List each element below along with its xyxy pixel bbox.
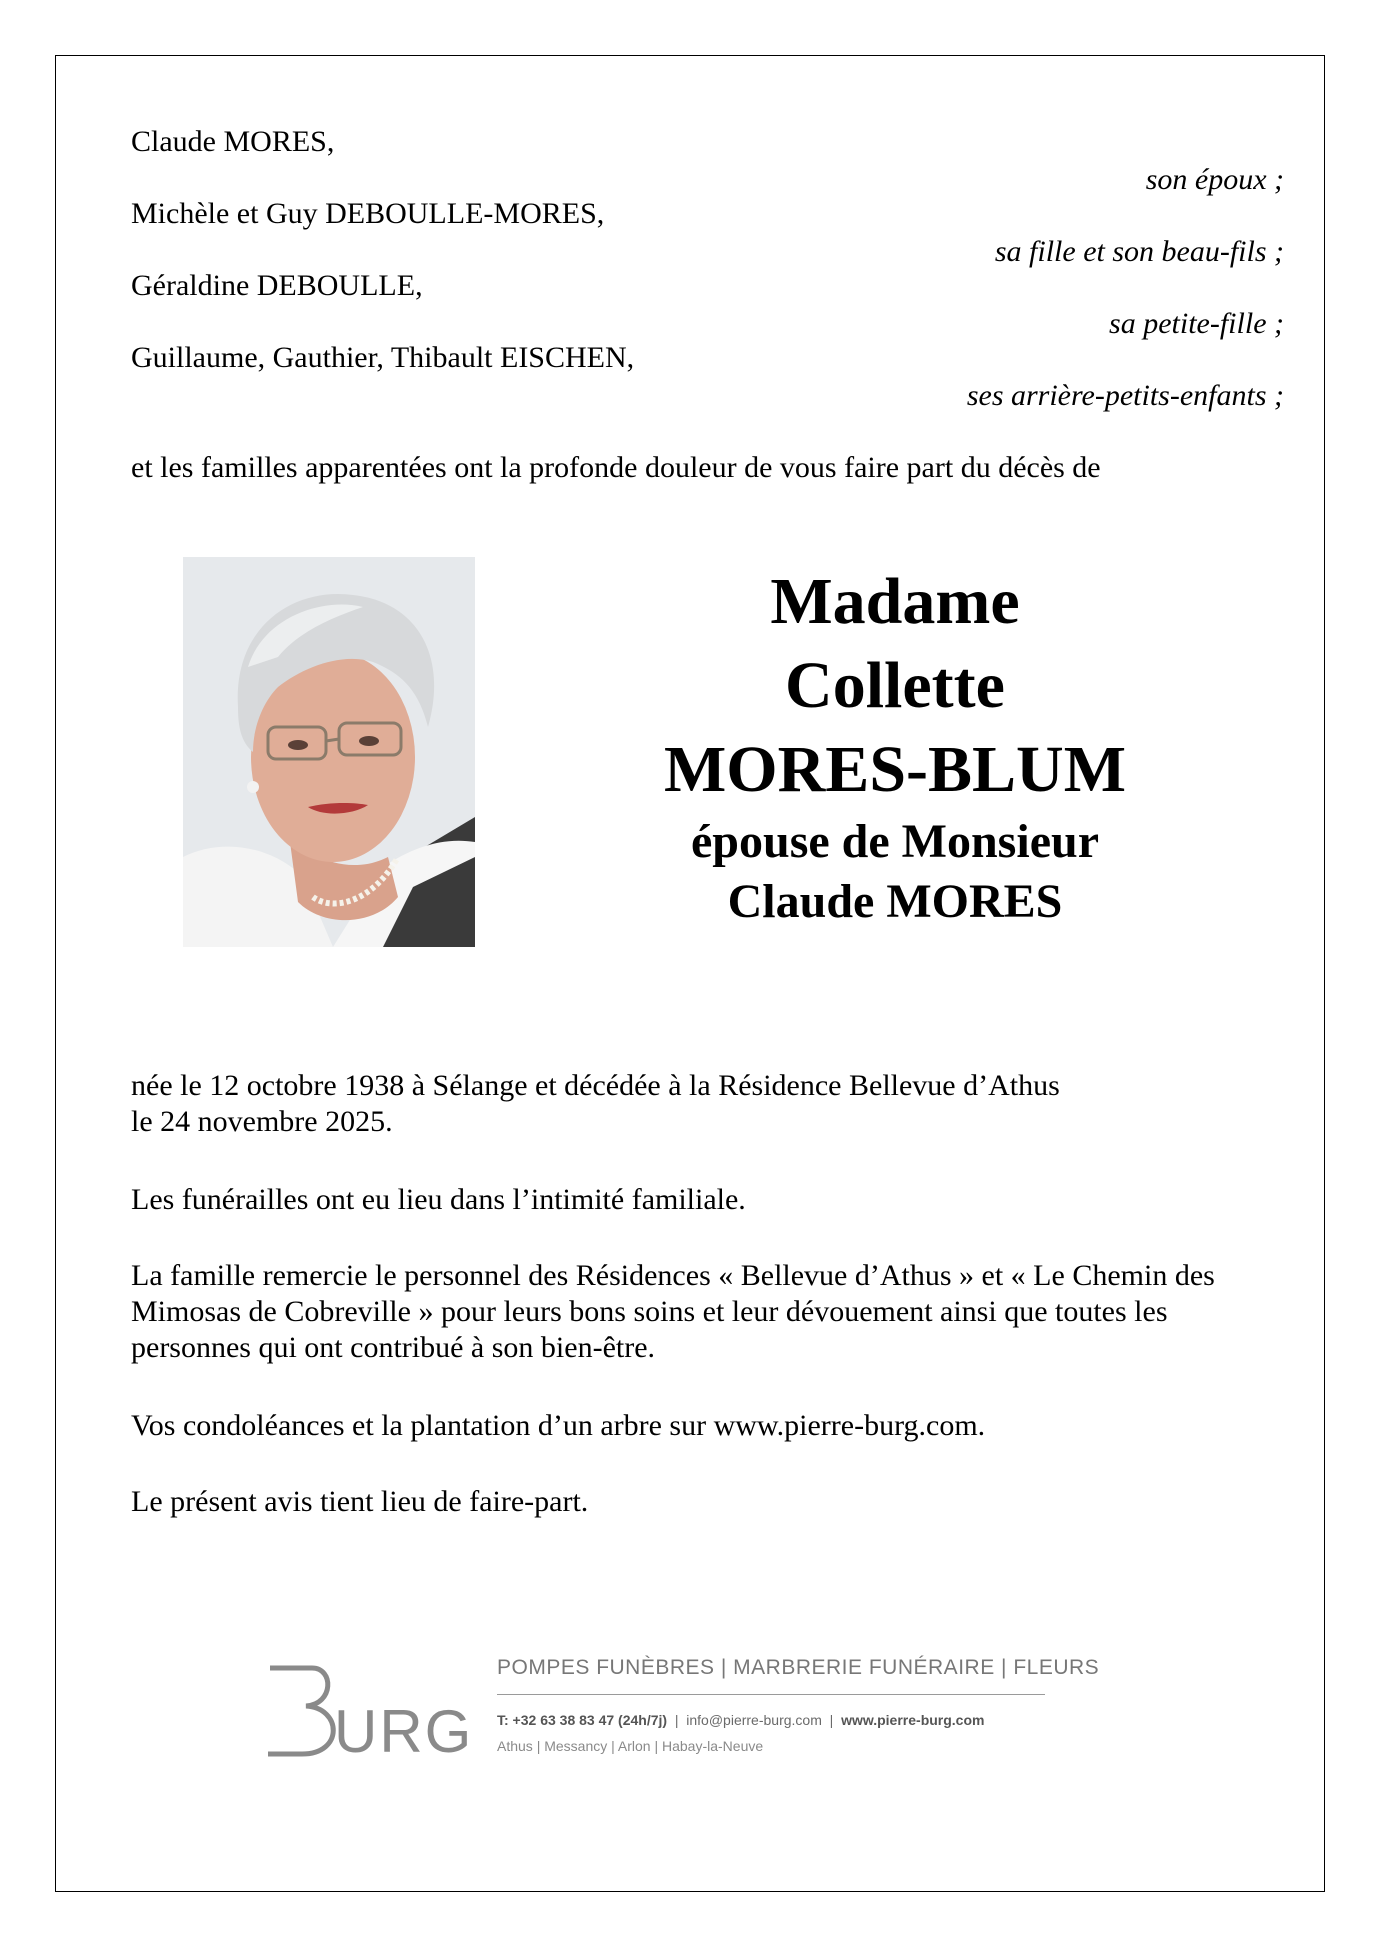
- family-role-1: son époux ;: [1145, 163, 1284, 196]
- footer-divider: [497, 1694, 1045, 1695]
- intro-text: et les familles apparentées ont la profonde douleur de vous faire part du décès de: [131, 451, 1101, 484]
- family-name-2: Michèle et Guy DEBOULLE-MORES,: [131, 197, 605, 230]
- thanks-line-2: Mimosas de Cobreville » pour leurs bons soins et leur dévouement ainsi que toutes les: [131, 1295, 1168, 1328]
- notice-text: Le présent avis tient lieu de faire-part.: [131, 1485, 589, 1518]
- family-role-2: sa fille et son beau-fils ;: [994, 235, 1284, 268]
- family-role-3: sa petite-fille ;: [1109, 307, 1284, 340]
- family-name-1: Claude MORES,: [131, 125, 335, 158]
- family-name-4: Guillaume, Gauthier, Thibault EISCHEN,: [131, 341, 635, 374]
- spouse-line-1: épouse de Monsieur: [691, 815, 1099, 868]
- family-role-4: ses arrière-petits-enfants ;: [966, 379, 1284, 412]
- footer-contact-line: T: +32 63 38 83 47 (24h/7j) | info@pierre-burg.com | www.pierre-burg.com: [497, 1712, 985, 1728]
- condolences-text: Vos condoléances et la plantation d’un arbre sur www.pierre-burg.com.: [131, 1409, 986, 1442]
- svg-text:URG: URG: [334, 1698, 474, 1765]
- footer-towns: Athus | Messancy | Arlon | Habay-la-Neuve: [497, 1738, 764, 1754]
- family-name-3: Géraldine DEBOULLE,: [131, 269, 423, 302]
- thanks-line-3: personnes qui ont contribué à son bien-être.: [131, 1331, 656, 1364]
- burg-logo: [262, 1662, 474, 1765]
- deceased-title: Madame: [770, 565, 1020, 638]
- deceased-last-name: MORES-BLUM: [664, 733, 1126, 806]
- footer-website[interactable]: www.pierre-burg.com: [841, 1712, 985, 1728]
- thanks-line-1: La famille remercie le personnel des Résidences « Bellevue d’Athus » et « Le Chemin des: [131, 1259, 1215, 1292]
- portrait-photo: [183, 557, 475, 947]
- deceased-name-block: [560, 560, 1230, 932]
- birth-line-2: le 24 novembre 2025.: [131, 1105, 393, 1138]
- funeral-text: Les funérailles ont eu lieu dans l’intimité familiale.: [131, 1183, 746, 1216]
- footer-services: POMPES FUNÈBRES | MARBRERIE FUNÉRAIRE | FLEURS: [497, 1656, 1100, 1679]
- footer-email[interactable]: info@pierre-burg.com: [686, 1712, 822, 1728]
- birth-line-1: née le 12 octobre 1938 à Sélange et décédée à la Résidence Bellevue d’Athus: [131, 1069, 1060, 1102]
- footer-phone: T: +32 63 38 83 47 (24h/7j): [497, 1712, 668, 1728]
- spouse-line-2: Claude MORES: [727, 875, 1063, 928]
- deceased-first-name: Collette: [785, 649, 1005, 722]
